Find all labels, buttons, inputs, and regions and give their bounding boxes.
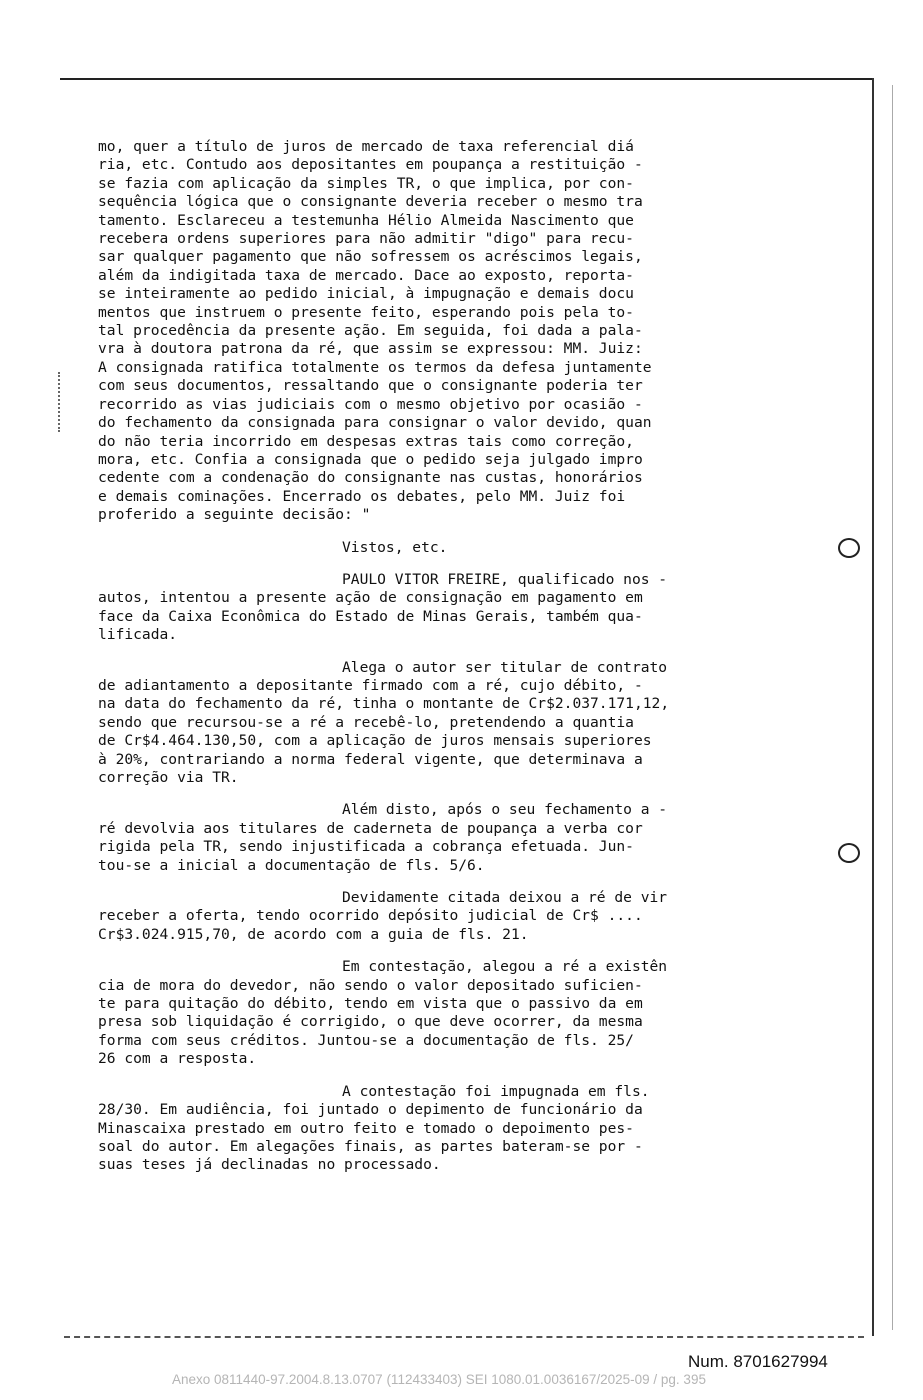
vistos-heading: Vistos, etc. (342, 538, 448, 556)
left-margin-dots (58, 372, 62, 432)
paragraph-author-identification: PAULO VITOR FREIRE, qualificado nos - autos, intentou a presente ação de consignação em pagamento em face da Caixa Econômica do Estado de Minas Gerais, também qua- lificada. (98, 571, 734, 645)
text-line: de adiantamento a depositante firmado com a ré, cujo débito, - (98, 676, 643, 694)
text-line: soal do autor. Em alegações finais, as partes bateram-se por - (98, 1137, 643, 1155)
text-line: face da Caixa Econômica do Estado de Minas Gerais, também qua- (98, 607, 643, 625)
text-line: sar qualquer pagamento que não sofressem os acréscimos legais, (98, 248, 643, 266)
text-line: te para quitação do débito, tendo em vista que o passivo da em (98, 995, 643, 1013)
text-line: sendo que recursou-se a ré a recebê-lo, pretendendo a quantia (98, 713, 634, 731)
text-line: proferido a seguinte decisão: " (98, 506, 371, 524)
text-line: mora, etc. Confia a consignada que o pedido seja julgado impro (98, 450, 643, 468)
text-line: na data do fechamento da ré, tinha o montante de Cr$2.037.171,12, (98, 695, 670, 713)
text-line: se fazia com aplicação da simples TR, o que implica, por con- (98, 174, 634, 192)
text-line: cedente com a condenação do consignante nas custas, honorários (98, 469, 643, 487)
paragraph-contestation: Em contestação, alegou a ré a existên cia de mora do devedor, não sendo o valor depositado suficien- te para quitação do débito, tendo em vista que o passivo da em presa sob liquidação é corrigido, o que deve ocorrer, da mesma forma com seus créditos. Juntou-se a documentação de fls. 25/ 26 com a resposta. (98, 958, 734, 1068)
text-line: além da indigitada taxa de mercado. Dace ao exposto, reporta- (98, 266, 634, 284)
paragraph-allegation: Alega o autor ser titular de contrato de adiantamento a depositante firmado com a ré, cujo débito, - na data do fechamento da ré, tinha o montante de Cr$2.037.171,12, sendo que recursou-se a ré a recebê-lo, pretendendo a quantia de Cr$4.464.130,50, com a aplicação de juros mensais superiores à 20%, contrariando a norma federal vigente, que determinava a correção via TR. (98, 659, 734, 788)
text-line: do fechamento da consignada para consignar o valor devido, quan (98, 414, 652, 432)
text-line: e demais cominações. Encerrado os debates, pelo MM. Juiz foi (98, 487, 626, 505)
text-line: ria, etc. Contudo aos depositantes em poupança a restituição - (98, 156, 643, 174)
transcript-paragraph (98, 138, 734, 525)
text-line: se inteiramente ao pedido inicial, à impugnação e demais docu (98, 285, 634, 303)
text-line: Minascaixa prestado em outro feito e tomado o depoimento pes- (98, 1119, 634, 1137)
text-line: 28/30. Em audiência, foi juntado o depimento de funcionário da (98, 1101, 643, 1119)
text-line: presa sob liquidação é corrigido, o que deve ocorrer, da mesma (98, 1013, 643, 1031)
text-line: cia de mora do devedor, não sendo o valor depositado suficien- (98, 976, 643, 994)
text-line: mentos que instruem o presente feito, esperando pois pela to- (98, 303, 634, 321)
paragraph-hearing: A contestação foi impugnada em fls. 28/30. Em audiência, foi juntado o depimento de funcionário da Minascaixa prestado em outro feito e tomado o depoimento pes- soal do autor. Em alegações finais, as partes bateram-se por - suas teses já declinadas no processado. (98, 1083, 734, 1175)
text-line: receber a oferta, tendo ocorrido depósito judicial de Cr$ .... (98, 907, 643, 925)
text-line: mo, quer a título de juros de mercado de taxa referencial diá (98, 138, 634, 155)
text-line: recebera ordens superiores para não admitir "digo" para recu- (98, 230, 634, 248)
text-line: correção via TR. (98, 769, 239, 786)
text-line: autos, intentou a presente ação de consignação em pagamento em (98, 589, 643, 607)
text-line: vra à doutora patrona da ré, que assim se expressou: MM. Juiz: (98, 340, 643, 358)
text-line: tamento. Esclareceu a testemunha Hélio Almeida Nascimento que (98, 211, 634, 229)
punch-hole-mark (838, 843, 860, 863)
text-line: tou-se a inicial a documentação de fls. 5/6. (98, 856, 485, 874)
text-line: lificada. (98, 626, 178, 644)
bottom-border-line (64, 1336, 864, 1339)
document-number: Num. 8701627994 (688, 1352, 828, 1371)
text-line: suas teses já declinadas no processado. (98, 1156, 441, 1174)
text-line: forma com seus créditos. Juntou-se a documentação de fls. 25/ (98, 1031, 634, 1049)
text-line: do não teria incorrido em despesas extras tais como correção, (98, 432, 634, 450)
text-line: recorrido as vias judiciais com o mesmo objetivo por ocasião - (98, 395, 643, 413)
top-border-line (60, 78, 872, 80)
text-line: com seus documentos, ressaltando que o consignante poderia ter (98, 377, 643, 395)
text-line: ré devolvia aos titulares de caderneta de poupança a verba cor (98, 819, 643, 837)
text-line: A consignada ratifica totalmente os termos da defesa juntamente (98, 358, 652, 376)
paragraph-further-allegation: Além disto, após o seu fechamento a - ré devolvia aos titulares de caderneta de poupança a verba cor rigida pela TR, sendo injustificada a cobrança efetuada. Jun- tou-se a inicial a documentação de fls. 5/6. (98, 801, 734, 875)
annex-reference-watermark: Anexo 0811440-97.2004.8.13.0707 (112433403) SEI 1080.01.0036167/2025-09 / pg. 395 (172, 1372, 706, 1387)
text-line: à 20%, contrariando a norma federal vigente, que determinava a (98, 750, 643, 768)
text-line: sequência lógica que o consignante deveria receber o mesmo tra (98, 193, 643, 211)
punch-hole-mark (838, 538, 860, 558)
text-line: rigida pela TR, sendo injustificada a cobrança efetuada. Jun- (98, 838, 634, 856)
right-border-line (872, 78, 874, 1336)
right-edge-line (892, 85, 893, 1330)
text-line: Cr$3.024.915,70, de acordo com a guia de fls. 21. (98, 925, 529, 943)
document-body (98, 138, 734, 1175)
text-line: 26 com a resposta. (98, 1050, 257, 1068)
paragraph-citation: Devidamente citada deixou a ré de vir receber a oferta, tendo ocorrido depósito judicial de Cr$ .... Cr$3.024.915,70, de acordo com a guia de fls. 21. (98, 889, 734, 944)
text-line: tal procedência da presente ação. Em seguida, foi dada a pala- (98, 322, 643, 340)
text-line: de Cr$4.464.130,50, com a aplicação de juros mensais superiores (98, 732, 652, 750)
